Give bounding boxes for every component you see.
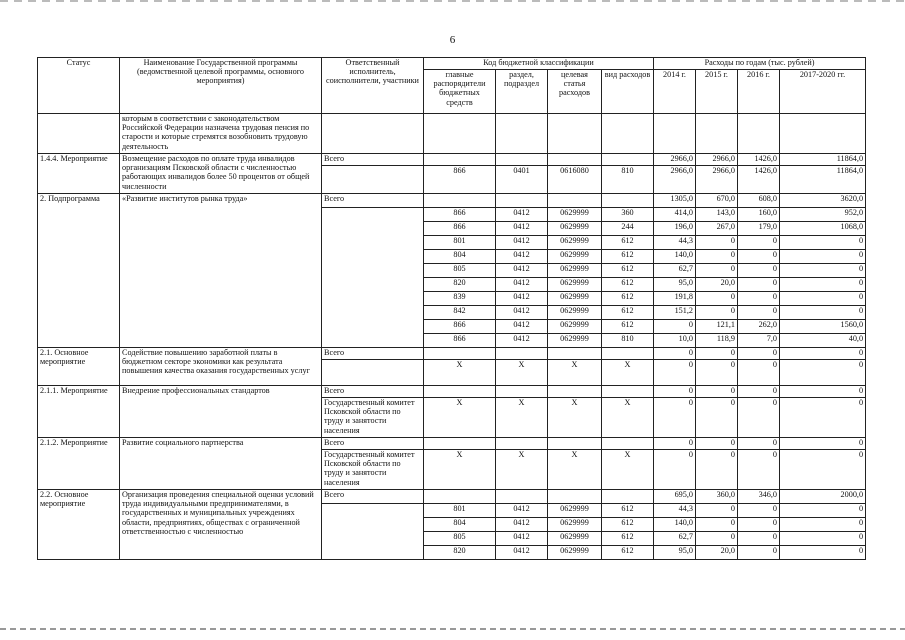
cell-value: 952,0 [780,208,866,222]
cell-value: 1305,0 [654,194,696,208]
cell-code: 810 [602,166,654,194]
cell-value: 0 [780,264,866,278]
cell-value: 140,0 [654,250,696,264]
total-label: Всего [322,438,424,450]
cell-value: 0 [738,518,780,532]
cell-value: 0 [654,438,696,450]
cell-code: X [496,360,548,386]
cell-code: 866 [424,320,496,334]
cell-value: 3620,0 [780,194,866,208]
cell-code: 0629999 [548,504,602,518]
cell-code: 0412 [496,250,548,264]
cell-code: 0412 [496,518,548,532]
cell-value: 0 [696,236,738,250]
cell-value: 0 [696,504,738,518]
cell-value: 0 [696,532,738,546]
header-budget-code: Код бюджетной классификации [424,58,654,70]
cell-code: 0629999 [548,250,602,264]
cell-code: 0629999 [548,546,602,560]
row-name: Содействие повышению заработной платы в бюджетном секторе экономики как результата повышения качества оказания государственных услуг [120,348,322,386]
cell-value: 414,0 [654,208,696,222]
cell-code: 0629999 [548,306,602,320]
cell-value: 20,0 [696,278,738,292]
cell-value: 267,0 [696,222,738,236]
cell-code: 0412 [496,292,548,306]
cell-value: 0 [780,504,866,518]
cell-value: 1426,0 [738,166,780,194]
cell-code: 0629999 [548,264,602,278]
row-status: 1.4.4. Мероприятие [38,154,120,194]
cell-value: 0 [696,360,738,386]
cell-code: 612 [602,306,654,320]
cell-value: 0 [654,450,696,490]
cell-value: 0 [738,438,780,450]
row-name: Развитие социального партнерства [120,438,322,490]
cell-value: 0 [654,398,696,438]
cell-value: 44,3 [654,236,696,250]
cell-value: 0 [780,518,866,532]
header-program: Наименование Государственной программы (ведомственной целевой программы, основного мероприятия) [120,58,322,114]
header-status: Статус [38,58,120,114]
cell-value: 0 [738,532,780,546]
cell-value: 0 [696,386,738,398]
cell-code: X [496,398,548,438]
cell-value: 0 [696,450,738,490]
row-name: Возмещение расходов по оплате труда инвалидов организациям Псковской области с численностью работающих инвалидов более 50 процентов от общей численности [120,154,322,194]
header-2016: 2016 г. [738,70,780,114]
cell-code: 0412 [496,504,548,518]
cell-value: 2966,0 [696,154,738,166]
cell-code: X [548,360,602,386]
cell-code: 0412 [496,320,548,334]
cell-code: 360 [602,208,654,222]
cell-code: 612 [602,236,654,250]
row-status: 2.1.2. Мероприятие [38,438,120,490]
cell-value: 0 [780,398,866,438]
cell-value: 0 [738,278,780,292]
cell-value: 0 [738,398,780,438]
cell-code: 0629999 [548,334,602,348]
cell-code: 820 [424,278,496,292]
cell-value: 0 [780,438,866,450]
cell-code: 0616080 [548,166,602,194]
row-status: 2.1.1. Мероприятие [38,386,120,438]
cell-code: X [602,450,654,490]
cell-code: 0629999 [548,208,602,222]
cell-code: 801 [424,504,496,518]
cell-code: 0629999 [548,278,602,292]
cell-value: 0 [738,306,780,320]
cell-value: 151,2 [654,306,696,320]
cell-code: 0629999 [548,292,602,306]
cell-code: 612 [602,292,654,306]
budget-table [37,57,866,560]
header-2017-2020: 2017-2020 гг. [780,70,866,114]
cell-value: 608,0 [738,194,780,208]
cell-value: 0 [696,306,738,320]
cell-code: 801 [424,236,496,250]
row-name: Организация проведения специальной оценки условий труда индивидуальными предпринимателями, в государственных и муниципальных учреждениях области, предприятиях, обществах с ограниченной ответственностью с численностью [120,490,322,560]
cell-code: 612 [602,518,654,532]
total-label: Всего [322,490,424,504]
cell-value: 95,0 [654,278,696,292]
cell-value: 1426,0 [738,154,780,166]
cell-code: 612 [602,264,654,278]
cell-code: 612 [602,504,654,518]
cell-value: 0 [696,348,738,360]
cell-value: 44,3 [654,504,696,518]
cell-code: 805 [424,532,496,546]
cell-code: 866 [424,334,496,348]
cell-code: 0412 [496,278,548,292]
cell-value: 0 [780,532,866,546]
header-executor: Ответственный исполнитель, соисполнители, участники [322,58,424,114]
cell-value: 2966,0 [654,154,696,166]
cell-code: 804 [424,518,496,532]
cell-code: 842 [424,306,496,320]
row-executor: Государственный комитет Псковской области по труду и занятости населения [322,450,424,490]
cell-code: X [602,360,654,386]
cell-code: 804 [424,250,496,264]
cell-value: 0 [738,360,780,386]
row-status: 2.1. Основное мероприятие [38,348,120,386]
cell-value: 140,0 [654,518,696,532]
cell-code: 0412 [496,306,548,320]
cell-value: 11864,0 [780,166,866,194]
total-label: Всего [322,348,424,360]
cell-value: 0 [738,386,780,398]
header-grbs: главные распорядители бюджетных средств [424,70,496,114]
cell-value: 0 [696,250,738,264]
header-section: раздел, подраздел [496,70,548,114]
cell-value: 62,7 [654,264,696,278]
cell-value: 0 [738,504,780,518]
cell-value: 0 [780,236,866,250]
cell-value: 1068,0 [780,222,866,236]
cell-value: 7,0 [738,334,780,348]
cell-code: X [424,398,496,438]
scan-edge-bottom [0,628,905,630]
cell-value: 62,7 [654,532,696,546]
cell-value: 0 [696,518,738,532]
cell-value: 11864,0 [780,154,866,166]
cell-code: 866 [424,208,496,222]
cell-value: 2000,0 [780,490,866,504]
table-row [38,194,866,208]
cell-value: 40,0 [780,334,866,348]
cell-code: X [424,450,496,490]
cell-code: 0412 [496,546,548,560]
row-status: 2. Подпрограмма [38,194,120,348]
cell-value: 179,0 [738,222,780,236]
table-header [38,58,866,114]
cell-value: 10,0 [654,334,696,348]
cell-value: 0 [696,398,738,438]
header-type: вид расходов [602,70,654,114]
row-name: «Развитие институтов рынка труда» [120,194,322,348]
page-number: 6 [449,34,456,46]
cell-code: 612 [602,250,654,264]
cell-value: 0 [780,360,866,386]
cell-code: X [602,398,654,438]
cell-value: 0 [738,236,780,250]
table-row [38,348,866,360]
total-label: Всего [322,154,424,166]
cell-code: 0412 [496,222,548,236]
cell-code: X [424,360,496,386]
cell-value: 1560,0 [780,320,866,334]
cell-code: X [548,450,602,490]
total-label: Всего [322,386,424,398]
cell-code: 0629999 [548,320,602,334]
continuation-text: которым в соответствии с законодательством Российской Федерации назначена трудовая пенсия по старости и которые стремятся возобновить трудовую деятельность [120,114,322,154]
scan-edge-top [0,0,905,2]
row-executor: Государственный комитет Псковской области по труду и занятости населения [322,398,424,438]
cell-code: 0629999 [548,518,602,532]
cell-value: 0 [780,306,866,320]
cell-value: 0 [738,250,780,264]
cell-value: 2966,0 [654,166,696,194]
cell-value: 0 [654,348,696,360]
table-row [38,386,866,398]
header-spending: Расходы по годам (тыс. рублей) [654,58,866,70]
cell-value: 0 [738,450,780,490]
cell-value: 0 [780,278,866,292]
cell-value: 0 [654,360,696,386]
cell-value: 0 [696,438,738,450]
cell-code: 0412 [496,532,548,546]
table-row [38,114,866,154]
cell-code: 866 [424,222,496,236]
cell-code: 0412 [496,236,548,250]
cell-code: 805 [424,264,496,278]
header-2015: 2015 г. [696,70,738,114]
cell-value: 143,0 [696,208,738,222]
header-2014: 2014 г. [654,70,696,114]
cell-value: 0 [654,320,696,334]
cell-code: 612 [602,278,654,292]
cell-code: 612 [602,546,654,560]
cell-code: 820 [424,546,496,560]
table-row [38,490,866,504]
cell-value: 160,0 [738,208,780,222]
cell-value: 0 [780,250,866,264]
cell-code: 839 [424,292,496,306]
cell-value: 0 [780,292,866,306]
cell-code: 0412 [496,208,548,222]
cell-value: 670,0 [696,194,738,208]
cell-code: 0629999 [548,222,602,236]
cell-value: 191,8 [654,292,696,306]
table-row [38,154,866,166]
cell-code: 0401 [496,166,548,194]
cell-code: 0629999 [548,532,602,546]
cell-value: 0 [780,386,866,398]
cell-value: 20,0 [696,546,738,560]
cell-value: 196,0 [654,222,696,236]
cell-value: 0 [738,264,780,278]
cell-value: 0 [780,348,866,360]
cell-code: X [548,398,602,438]
cell-value: 0 [738,292,780,306]
row-status: 2.2. Основное мероприятие [38,490,120,560]
cell-code: 0412 [496,264,548,278]
cell-value: 2966,0 [696,166,738,194]
cell-value: 0 [696,264,738,278]
cell-value: 0 [780,546,866,560]
cell-value: 121,1 [696,320,738,334]
table-row [38,438,866,450]
cell-code: 612 [602,320,654,334]
cell-value: 695,0 [654,490,696,504]
cell-value: 346,0 [738,490,780,504]
cell-code: 244 [602,222,654,236]
cell-code: 0412 [496,334,548,348]
row-name: Внедрение профессиональных стандартов [120,386,322,438]
cell-code: X [496,450,548,490]
cell-value: 0 [780,450,866,490]
cell-value: 360,0 [696,490,738,504]
cell-value: 0 [654,386,696,398]
cell-value: 262,0 [738,320,780,334]
cell-code: 866 [424,166,496,194]
cell-value: 95,0 [654,546,696,560]
cell-value: 0 [738,546,780,560]
cell-code: 612 [602,532,654,546]
cell-value: 0 [696,292,738,306]
total-label: Всего [322,194,424,208]
header-target: целевая статья расходов [548,70,602,114]
cell-code: 810 [602,334,654,348]
cell-value: 0 [738,348,780,360]
cell-value: 118,9 [696,334,738,348]
cell-code: 0629999 [548,236,602,250]
